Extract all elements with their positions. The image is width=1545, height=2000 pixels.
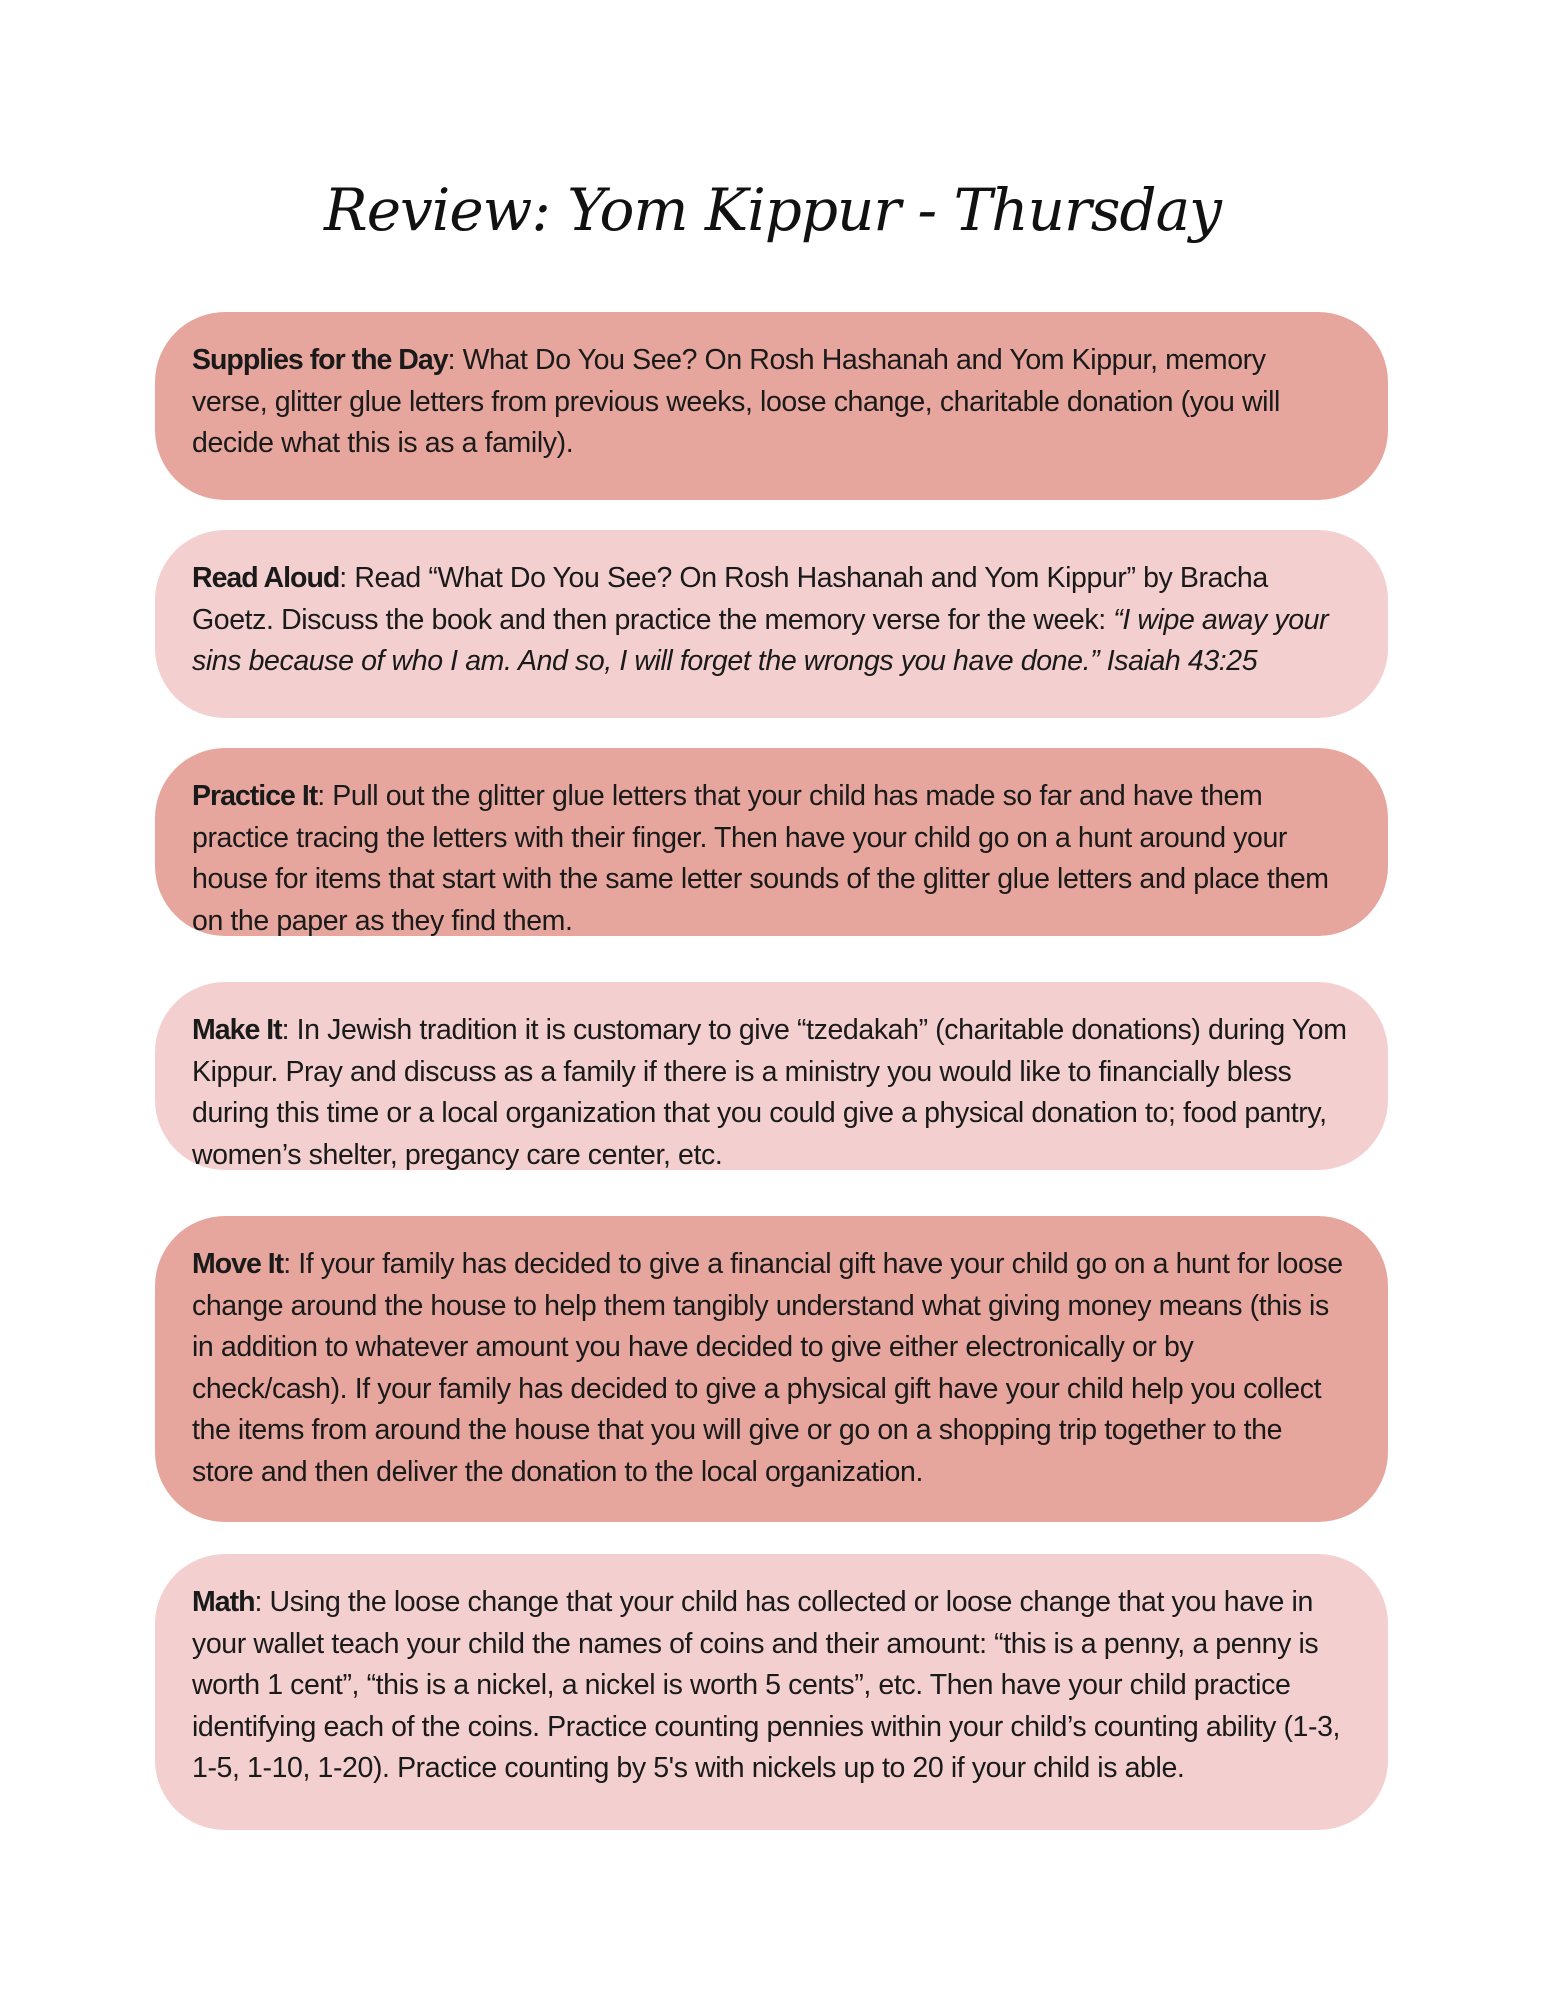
make-it-label: Make It [192,1014,282,1046]
supplies-text: : What Do You See? On Rosh Hashanah and Yom Kippur, memory verse, glitter glue letters from previous weeks, loose change, charitable donation (you will decide what this is as a family). [192,344,1280,459]
make-it-text: : In Jewish tradition it is customary to give “tzedakah” (charitable donations) during Yom Kippur. Pray and discuss as a family if there is a ministry you would like to financially bless during this time or a local organization that you could give a physical donation to; food pantry, women’s shelter, pregancy care center, etc. [192,1014,1347,1171]
practice-it-card [155,748,1388,936]
math-card [155,1554,1388,1830]
supplies-card [155,312,1388,500]
move-it-text: : If your family has decided to give a financial gift have your child go on a hunt for loose change around the house to help them tangibly understand what giving money means (this is in addition to whatever amount you have decided to give either electronically or by check/cash). If your family has decided to give a physical gift have your child help you collect the items from around the house that you will give or go on a shopping trip together to the store and then deliver the donation to the local organization. [192,1248,1343,1488]
supplies-label: Supplies for the Day [192,344,448,376]
make-it-card [155,982,1388,1170]
practice-it-label: Practice It [192,780,318,812]
page-title: Review: Yom Kippur - Thursday [324,176,1221,244]
read-aloud-label: Read Aloud [192,562,340,594]
read-aloud-card [155,530,1388,718]
move-it-label: Move It [192,1248,284,1280]
practice-it-text: : Pull out the glitter glue letters that your child has made so far and have them practice tracing the letters with their finger. Then have your child go on a hunt around your house for items that start with the same letter sounds of the glitter glue letters and place them on the paper as they find them. [192,780,1329,937]
memory-verse: “I wipe away your sins because of who I am. And so, I will forget the wrongs you have done.” Isaiah 43:25 [192,603,1329,677]
math-text: : Using the loose change that your child has collected or loose change that you have in your wallet teach your child the names of coins and their amount: “this is a penny, a penny is worth 1 cent”, “this is a nickel, a nickel is worth 5 cents”, etc. Then have your child practice identifying each of the coins. Practice counting pennies within your child’s counting ability (1-3, 1-5, 1-10, 1-20). Practice counting by 5's with nickels up to 20 if your child is able. [192,1586,1341,1784]
move-it-card [155,1216,1388,1522]
read-aloud-text: : Read “What Do You See? On Rosh Hashanah and Yom Kippur” by Bracha Goetz. Discuss the book and then practice the memory verse for the week: [192,562,1268,636]
math-label: Math [192,1586,255,1618]
